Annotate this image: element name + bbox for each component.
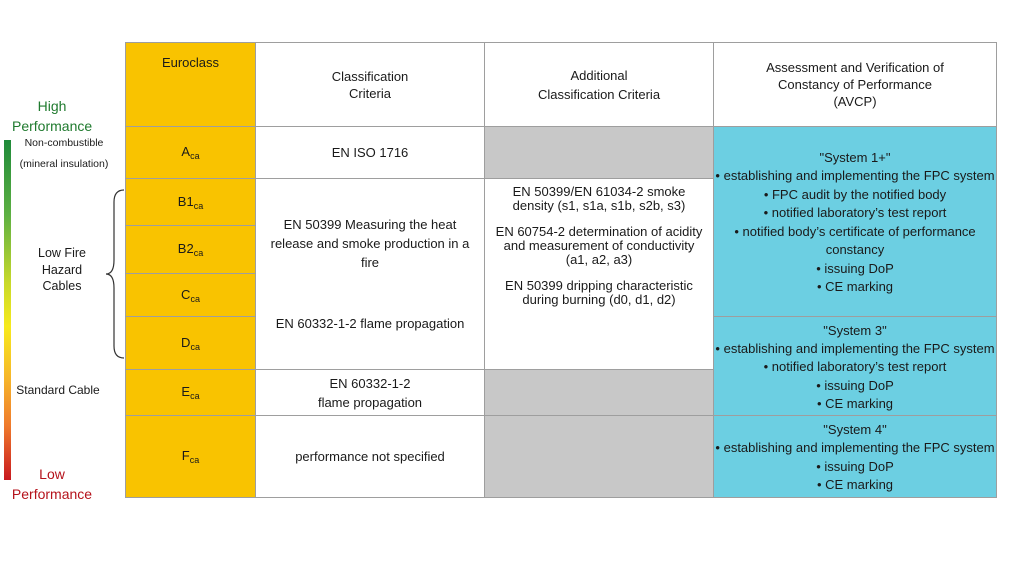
system-4 — [714, 416, 997, 498]
standard-cable-label: Standard Cable — [16, 383, 100, 397]
criteria-f: performance not specified — [256, 416, 485, 498]
header-additional: Additional Classification Criteria — [485, 43, 714, 127]
header-avcp: Assessment and Verification of Constancy of Performance (AVCP) — [714, 43, 997, 127]
additional-a-empty — [485, 127, 714, 179]
system-title: "System 1+" — [819, 150, 891, 166]
criteria-b-d: EN 50399 Measuring the heat release and smoke production in a fire EN 60332-1-2 flame propagation — [256, 179, 485, 370]
performance-gradient-bar — [4, 140, 11, 480]
system-item: • CE marking — [816, 477, 894, 493]
system-item: • establishing and implementing the FPC system — [715, 440, 995, 456]
system-item: • establishing and implementing the FPC system — [715, 168, 995, 184]
system-item: • issuing DoP — [816, 458, 894, 474]
additional-b-d: EN 50399/EN 61034-2 smoke density (s1, s1a, s1b, s2b, s3) EN 60754-2 determination of acidity and measurement of conductivity (a1, a2, a3) EN 50399 dripping characteristic during burning (d0, d1, d2) — [485, 179, 714, 370]
system-title: "System 4" — [823, 422, 887, 438]
system-3 — [714, 317, 997, 416]
high-performance-label: High Performance — [12, 98, 93, 134]
system-item: • FPC audit by the notified body — [763, 186, 947, 202]
class-a: $A_{ca}$ — [126, 127, 256, 179]
header-criteria: Classification Criteria — [256, 43, 485, 127]
additional-f-empty — [485, 416, 714, 498]
system-title: "System 3" — [823, 322, 887, 338]
class-f: $F_{ca}$ — [126, 416, 256, 498]
class-c: $C_{ca}$ — [126, 274, 256, 317]
system-item: • notified body’s certificate of performance constancy — [734, 223, 976, 258]
class-b1: $B1_{ca}$ — [126, 179, 256, 226]
header-euroclass: Euroclass — [126, 43, 256, 127]
class-e: $E_{ca}$ — [126, 370, 256, 416]
system-item: • issuing DoP — [816, 260, 894, 276]
criteria-e: EN 60332-1-2 flame propagation — [256, 370, 485, 416]
system-item: • notified laboratory’s test report — [763, 205, 947, 221]
class-b2: $B2_{ca}$ — [126, 226, 256, 274]
system-item: • issuing DoP — [816, 377, 894, 393]
system-1plus — [714, 127, 997, 317]
additional-e-empty — [485, 370, 714, 416]
low-performance-label: Low Performance — [11, 466, 93, 502]
curly-brace-icon — [104, 188, 126, 360]
non-combustible-label: Non-combustible (mineral insulation) — [19, 137, 109, 170]
system-item: • CE marking — [816, 396, 894, 411]
euroclass-table — [125, 42, 997, 498]
system-item: • notified laboratory’s test report — [763, 359, 947, 374]
system-item: • CE marking — [816, 279, 894, 295]
low-fire-hazard-label: Low Fire Hazard Cables — [38, 246, 86, 293]
class-d: $D_{ca}$ — [126, 317, 256, 370]
system-item: • establishing and implementing the FPC system — [715, 340, 995, 356]
criteria-a: EN ISO 1716 — [256, 127, 485, 179]
